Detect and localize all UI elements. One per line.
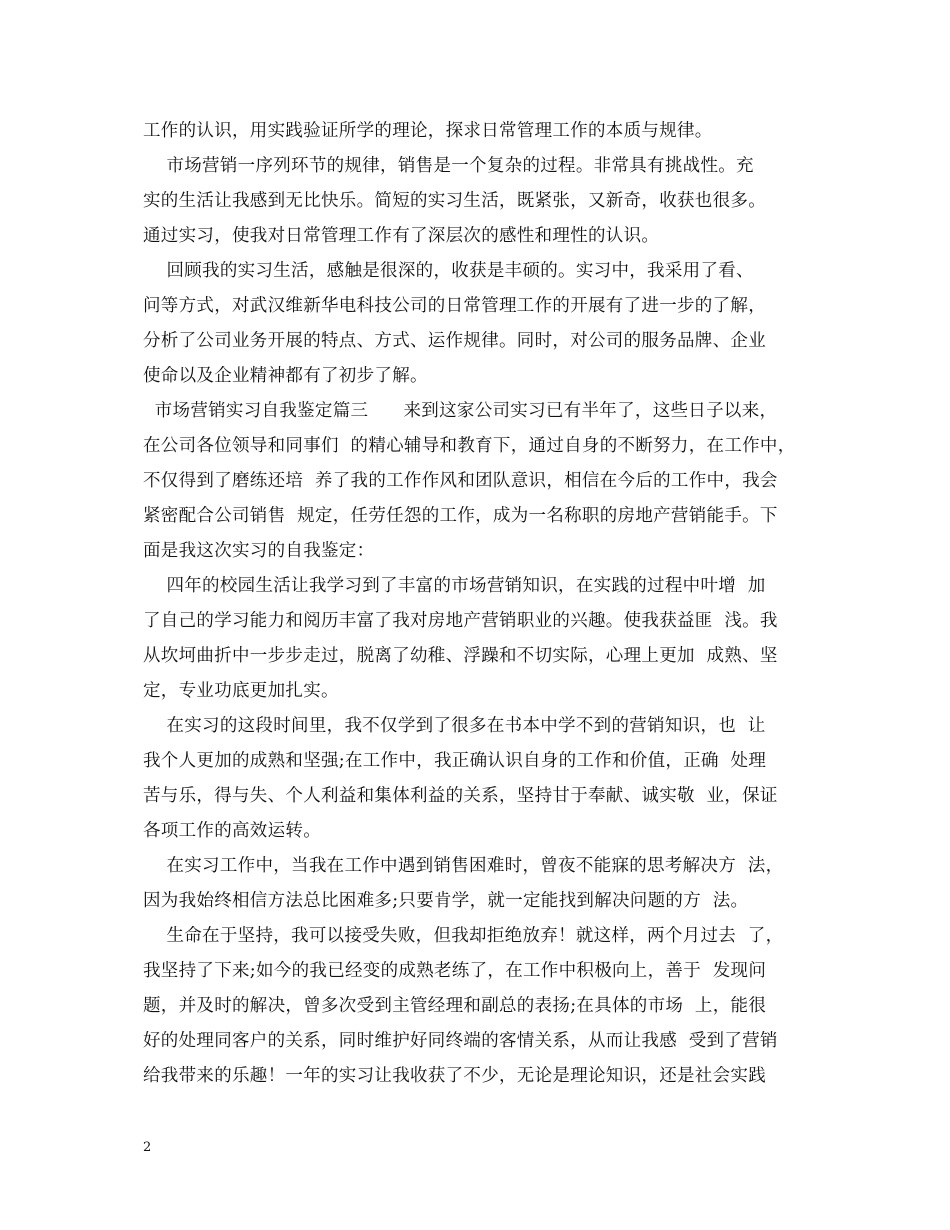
text-line: 因为我始终相信方法总比困难多;只要肯学，就一定能找到解决问题的方 法。 xyxy=(143,891,749,911)
text-line: 定，专业功底更加扎实。 xyxy=(143,681,339,701)
text-line: 了自己的学习能力和阅历丰富了我对房地产营销职业的兴趣。使我获益匪 浅。我 xyxy=(143,611,778,631)
text-line: 从坎坷曲折中一步步走过，脱离了幼稚、浮躁和不切实际，心理上更加 成熟、坚 xyxy=(143,646,778,666)
text-line: 使命以及企业精神都有了初步了解。 xyxy=(143,366,428,386)
text-line: 紧密配合公司销售 规定，任劳任怨的工作，成为一名称职的房地产营销能手。下 xyxy=(143,506,778,526)
text-line: 好的处理同客户的关系，同时维护好同终端的客情关系，从而让我感 受到了营销 xyxy=(143,1031,778,1051)
text-line: 面是我这次实习的自我鉴定： xyxy=(143,541,375,561)
text-line: 在公司各位领导和同事们 的精心辅导和教育下，通过自身的不断努力，在工作中， xyxy=(143,436,796,456)
text-line: 在实习工作中，当我在工作中遇到销售困难时，曾夜不能寐的思考解决方 法， xyxy=(143,856,784,876)
page-number: 2 xyxy=(143,1140,152,1155)
section-heading-line: 市场营销实习自我鉴定篇三 来到这家公司实习已有半年了，这些日子以来， xyxy=(143,401,778,421)
text-line: 苦与乐，得与失、个人利益和集体利益的关系，坚持甘于奉献、诚实敬 业，保证 xyxy=(143,786,778,806)
text-line: 给我带来的乐趣！一年的实习让我收获了不少，无论是理论知识，还是社会实践 xyxy=(143,1066,766,1086)
text-line: 分析了公司业务开展的特点、方式、运作规律。同时，对公司的服务品牌、企业 xyxy=(143,331,766,351)
text-line: 实的生活让我感到无比快乐。简短的实习生活，既紧张，又新奇，收获也很多。 xyxy=(143,191,766,211)
text-line: 我坚持了下来;如今的我已经变的成熟老练了，在工作中积极向上，善于 发现问 xyxy=(143,961,767,981)
text-line: 题，并及时的解决，曾多次受到主管经理和副总的表扬;在具体的市场 上，能很 xyxy=(143,996,767,1016)
text-line: 生命在于坚持，我可以接受失败，但我却拒绝放弃！就这样，两个月过去 了， xyxy=(143,926,784,946)
text-line: 在实习的这段时间里，我不仅学到了很多在书本中学不到的营销知识，也 让 xyxy=(143,716,766,736)
text-line: 四年的校园生活让我学习到了丰富的市场营销知识，在实践的过程中叶增 加 xyxy=(143,576,766,596)
text-line: 不仅得到了磨练还培 养了我的工作作风和团队意识，相信在今后的工作中，我会 xyxy=(143,471,778,491)
text-line: 回顾我的实习生活，感触是很深的，收获是丰硕的。实习中，我采用了看、 xyxy=(143,261,754,281)
text-line: 各项工作的高效运转。 xyxy=(143,821,321,841)
text-line: 通过实习，使我对日常管理工作有了深层次的感性和理性的认识。 xyxy=(143,226,660,246)
text-line: 我个人更加的成熟和坚强;在工作中，我正确认识自身的工作和价值，正确 处理 xyxy=(143,751,767,771)
text-line: 市场营销一序列环节的规律，销售是一个复杂的过程。非常具有挑战性。充 xyxy=(143,156,754,176)
text-line: 问等方式，对武汉维新华电科技公司的日常管理工作的开展有了进一步的了解， xyxy=(143,296,766,316)
text-line: 工作的认识，用实践验证所学的理论，探求日常管理工作的本质与规律。 xyxy=(143,121,713,141)
